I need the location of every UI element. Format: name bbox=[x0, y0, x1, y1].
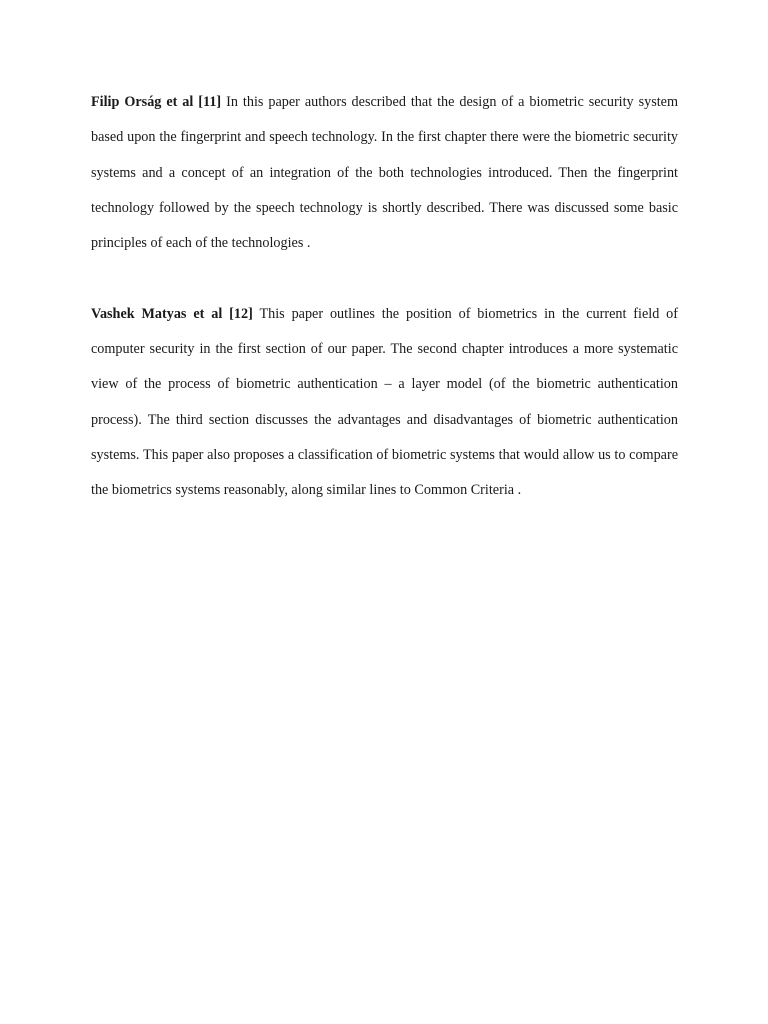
paragraph-orsag bbox=[91, 85, 678, 261]
paragraph-matyas bbox=[91, 297, 678, 509]
paragraph-text: In this paper authors described that the design of a biometric security system based upon the fingerprint and speech technology. In the first chapter there were the biometric security systems and a concept of an integration of the both technologies introduced. Then the fingerprint technology followed by the speech technology is shortly described. There was discussed some basic principles of each of the technologies . bbox=[91, 94, 679, 252]
paragraph-text: This paper outlines the position of biometrics in the current field of computer security in the first section of our paper. The second chapter introduces a more systematic view of the process of biometric authentication – a layer model (of the biometric authentication process). The third section discusses the advantages and disadvantages of biometric authentication systems. This paper also proposes a classification of biometric systems that would allow us to compare the biometrics systems reasonably, along similar lines to Common Criteria . bbox=[91, 305, 679, 499]
paragraph-lead-citation: Vashek Matyas et al [12] bbox=[91, 305, 253, 322]
document-body bbox=[91, 85, 678, 509]
paragraph-lead-citation: Filip Orság et al [11] bbox=[91, 94, 222, 110]
